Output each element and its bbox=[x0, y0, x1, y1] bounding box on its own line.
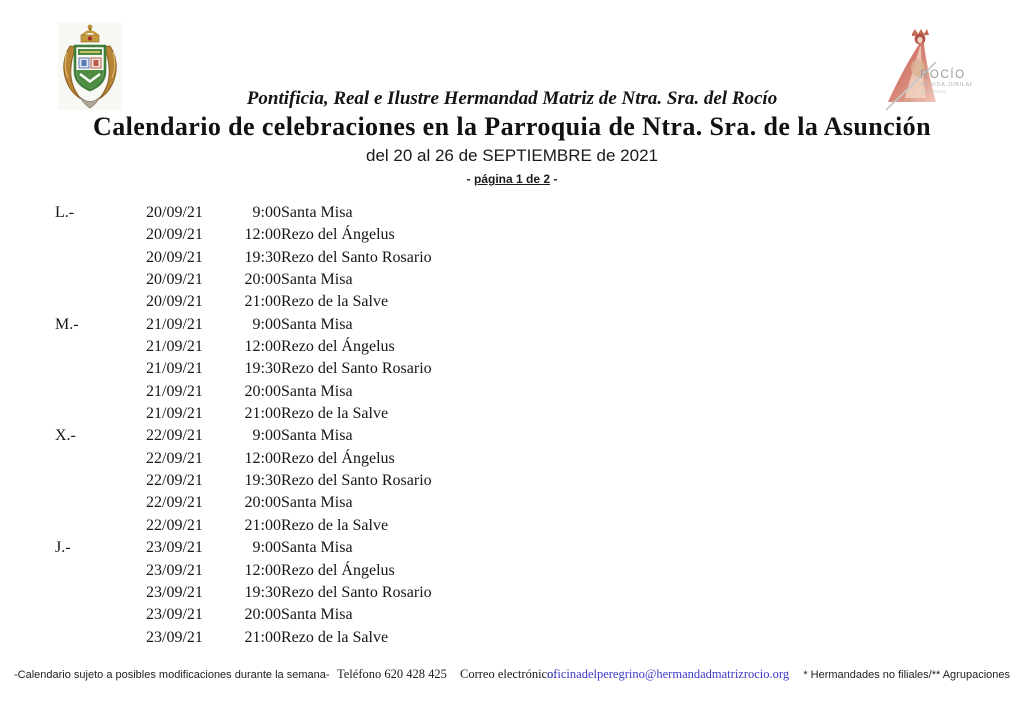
date-cell: 20/09/21 bbox=[146, 293, 203, 311]
time-cell: 12:00 bbox=[244, 561, 281, 579]
time-cell: 19:30 bbox=[244, 248, 281, 266]
date-cell: 21/09/21 bbox=[146, 405, 203, 423]
schedule-row bbox=[55, 604, 432, 626]
organization-title: Pontificia, Real e Ilustre Hermandad Matriz de Ntra. Sra. del Rocío bbox=[246, 88, 778, 109]
event-cell: Santa Misa bbox=[281, 271, 353, 289]
event-cell: Rezo del Ángelus bbox=[281, 449, 395, 467]
schedule-row bbox=[55, 336, 432, 358]
event-cell: Rezo de la Salve bbox=[281, 516, 389, 534]
time-cell: 20:00 bbox=[244, 494, 281, 512]
schedule-row bbox=[55, 202, 432, 224]
time-cell: 19:30 bbox=[244, 583, 281, 601]
date-cell: 22/09/21 bbox=[146, 449, 203, 467]
schedule-row bbox=[55, 470, 432, 492]
day-cell bbox=[55, 247, 146, 269]
day-cell: M.- bbox=[55, 315, 79, 333]
logo-subtitle: VENIDA JUBILAR bbox=[921, 82, 972, 88]
day-cell bbox=[55, 627, 146, 649]
schedule-row bbox=[55, 358, 432, 380]
time-cell: 20:00 bbox=[244, 382, 281, 400]
date-cell: 21/09/21 bbox=[146, 315, 203, 333]
event-cell: Santa Misa bbox=[281, 539, 353, 557]
date-cell: 22/09/21 bbox=[146, 494, 203, 512]
date-cell: 21/09/21 bbox=[146, 338, 203, 356]
date-cell: 22/09/21 bbox=[146, 516, 203, 534]
schedule-row bbox=[55, 582, 432, 604]
day-cell bbox=[55, 515, 146, 537]
schedule-row bbox=[55, 314, 432, 336]
event-cell: Rezo del Santo Rosario bbox=[281, 472, 432, 490]
day-cell bbox=[55, 269, 146, 291]
phone-number: Teléfono 620 428 425 bbox=[337, 667, 447, 681]
schedule-row bbox=[55, 381, 432, 403]
date-cell: 20/09/21 bbox=[146, 204, 203, 221]
time-cell: 12:00 bbox=[244, 338, 281, 356]
time-cell: 9:00 bbox=[252, 204, 281, 221]
event-cell: Santa Misa bbox=[281, 382, 353, 400]
email-link[interactable]: oficinadelperegrino@hermandadmatrizrocio.org bbox=[547, 667, 790, 681]
document-header bbox=[0, 87, 1024, 186]
page-indicator-prefix: - bbox=[466, 172, 474, 186]
time-cell: 21:00 bbox=[244, 293, 281, 311]
date-cell: 22/09/21 bbox=[146, 472, 203, 490]
email-label: Correo electrónico: bbox=[460, 667, 557, 681]
event-cell: Rezo de la Salve bbox=[281, 293, 389, 311]
page-indicator-suffix: - bbox=[550, 172, 558, 186]
schedule-row bbox=[55, 425, 432, 447]
time-cell: 20:00 bbox=[244, 606, 281, 624]
schedule-row bbox=[55, 269, 432, 291]
time-cell: 21:00 bbox=[244, 405, 281, 423]
time-cell: 9:00 bbox=[252, 539, 281, 557]
day-cell bbox=[55, 381, 146, 403]
day-cell bbox=[55, 582, 146, 604]
date-cell: 20/09/21 bbox=[146, 248, 203, 266]
date-cell: 23/09/21 bbox=[146, 628, 203, 646]
time-cell: 20:00 bbox=[244, 271, 281, 289]
day-cell bbox=[55, 224, 146, 246]
page-title: Calendario de celebraciones en la Parroquia de Ntra. Sra. de la Asunción bbox=[93, 112, 931, 141]
day-cell bbox=[55, 492, 146, 514]
day-cell bbox=[55, 403, 146, 425]
day-cell bbox=[55, 560, 146, 582]
event-cell: Rezo del Ángelus bbox=[281, 338, 395, 356]
date-cell: 23/09/21 bbox=[146, 606, 203, 624]
modification-note: -Calendario sujeto a posibles modificaciones durante la semana- bbox=[14, 669, 330, 681]
event-cell: Santa Misa bbox=[281, 204, 353, 221]
document-footer bbox=[0, 666, 1024, 694]
schedule-row bbox=[55, 537, 432, 559]
schedule-row bbox=[55, 560, 432, 582]
schedule-row bbox=[55, 403, 432, 425]
date-cell: 23/09/21 bbox=[146, 583, 203, 601]
schedule-row bbox=[55, 224, 432, 246]
schedule-row bbox=[55, 291, 432, 313]
time-cell: 19:30 bbox=[244, 360, 281, 378]
day-cell: J.- bbox=[55, 539, 71, 557]
page-indicator-label: página 1 de 2 bbox=[473, 172, 551, 186]
date-cell: 20/09/21 bbox=[146, 226, 203, 244]
date-cell: 23/09/21 bbox=[146, 561, 203, 579]
celebrations-schedule-table bbox=[55, 202, 432, 649]
event-cell: Santa Misa bbox=[281, 315, 353, 333]
schedule-row bbox=[55, 448, 432, 470]
schedule-row bbox=[55, 492, 432, 514]
page-indicator bbox=[0, 172, 1024, 186]
day-cell bbox=[55, 604, 146, 626]
date-cell: 20/09/21 bbox=[146, 271, 203, 289]
event-cell: Santa Misa bbox=[281, 494, 353, 512]
time-cell: 21:00 bbox=[244, 628, 281, 646]
day-cell bbox=[55, 358, 146, 380]
event-cell: Rezo del Santo Rosario bbox=[281, 248, 432, 266]
time-cell: 9:00 bbox=[252, 427, 281, 445]
time-cell: 19:30 bbox=[244, 472, 281, 490]
day-cell bbox=[55, 336, 146, 358]
date-cell: 21/09/21 bbox=[146, 360, 203, 378]
time-cell: 21:00 bbox=[244, 516, 281, 534]
time-cell: 9:00 bbox=[252, 315, 281, 333]
footnote-legend: * Hermandades no filiales/** Agrupaciones bbox=[803, 669, 1010, 681]
logo-years: 2019/2020 bbox=[921, 89, 947, 94]
schedule-row bbox=[55, 627, 432, 649]
event-cell: Rezo del Santo Rosario bbox=[281, 583, 432, 601]
event-cell: Rezo de la Salve bbox=[281, 628, 389, 646]
day-cell bbox=[55, 448, 146, 470]
event-cell: Rezo del Santo Rosario bbox=[281, 360, 432, 378]
date-cell: 21/09/21 bbox=[146, 382, 203, 400]
date-cell: 23/09/21 bbox=[146, 539, 203, 557]
schedule-table-body bbox=[55, 202, 432, 649]
day-cell bbox=[55, 470, 146, 492]
event-cell: Rezo del Ángelus bbox=[281, 226, 395, 244]
time-cell: 12:00 bbox=[244, 449, 281, 467]
day-cell: L.- bbox=[55, 204, 75, 221]
event-cell: Santa Misa bbox=[281, 427, 353, 445]
date-range-subtitle: del 20 al 26 de SEPTIEMBRE de 2021 bbox=[365, 146, 658, 165]
schedule-row bbox=[55, 515, 432, 537]
logo-wordmark: ROCÍO bbox=[920, 69, 966, 81]
schedule-row bbox=[55, 247, 432, 269]
time-cell: 12:00 bbox=[244, 226, 281, 244]
event-cell: Rezo de la Salve bbox=[281, 405, 389, 423]
day-cell bbox=[55, 291, 146, 313]
day-cell: X.- bbox=[55, 427, 76, 445]
event-cell: Santa Misa bbox=[281, 606, 353, 624]
date-cell: 22/09/21 bbox=[146, 427, 203, 445]
event-cell: Rezo del Ángelus bbox=[281, 561, 395, 579]
